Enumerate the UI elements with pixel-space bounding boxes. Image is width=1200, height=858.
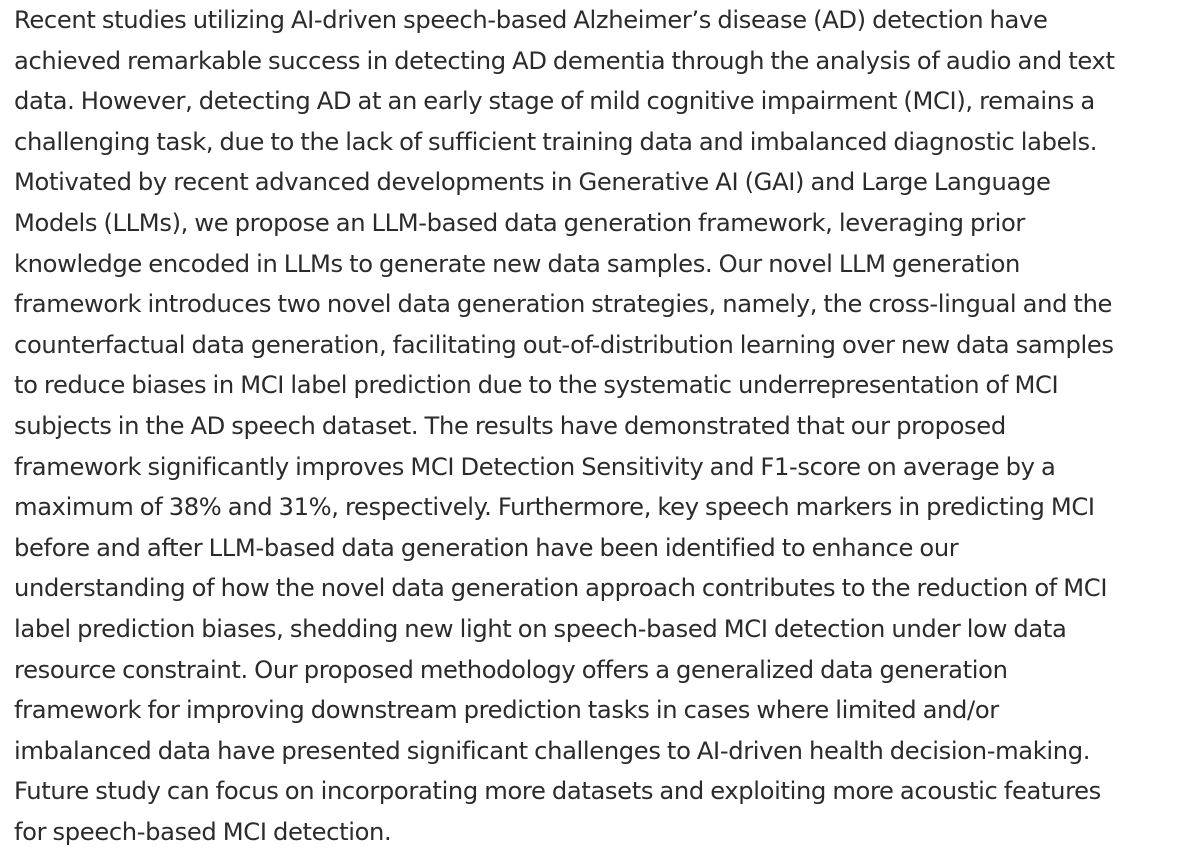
abstract-line: understanding of how the novel data generation approach contributes to the reduction of MCI [14, 574, 1108, 603]
abstract-line: Models (LLMs), we propose an LLM-based data generation framework, leveraging prior [14, 208, 1026, 237]
abstract-paragraph [14, 0, 1194, 852]
abstract-line: data. However, detecting AD at an early stage of mild cognitive impairment (MCI), remains a [14, 87, 1095, 116]
abstract-line: framework for improving downstream prediction tasks in cases where limited and/or [14, 696, 999, 725]
abstract-line: before and after LLM-based data generation have been identified to enhance our [14, 533, 959, 562]
abstract-line: Motivated by recent advanced developments in Generative AI (GAI) and Large Language [14, 168, 1051, 197]
abstract-line: imbalanced data have presented significant challenges to AI-driven health decision-making. [14, 736, 1091, 765]
abstract-line: resource constraint. Our proposed methodology offers a generalized data generation [14, 655, 1008, 684]
abstract-line: challenging task, due to the lack of sufficient training data and imbalanced diagnostic labels. [14, 127, 1098, 156]
abstract-line: Recent studies utilizing AI-driven speech-based Alzheimer’s disease (AD) detection have [14, 6, 1048, 34]
abstract-line: to reduce biases in MCI label prediction due to the systematic underrepresentation of MCI [14, 371, 1059, 400]
abstract-line: framework significantly improves MCI Detection Sensitivity and F1-score on average by a [14, 452, 1056, 481]
abstract-line: subjects in the AD speech dataset. The results have demonstrated that our proposed [14, 411, 1006, 440]
abstract-line: knowledge encoded in LLMs to generate new data samples. Our novel LLM generation [14, 249, 1021, 278]
abstract-line: achieved remarkable success in detecting AD dementia through the analysis of audio and text [14, 46, 1115, 75]
abstract-line: Future study can focus on incorporating more datasets and exploiting more acoustic features [14, 777, 1101, 806]
abstract-line: label prediction biases, shedding new light on speech-based MCI detection under low data [14, 614, 1067, 643]
abstract-line: maximum of 38% and 31%, respectively. Furthermore, key speech markers in predicting MCI [14, 493, 1095, 522]
abstract-line: framework introduces two novel data generation strategies, namely, the cross-lingual and the [14, 290, 1113, 319]
abstract-line: counterfactual data generation, facilitating out-of-distribution learning over new data samples [14, 330, 1114, 359]
abstract-line: for speech-based MCI detection. [14, 817, 392, 846]
